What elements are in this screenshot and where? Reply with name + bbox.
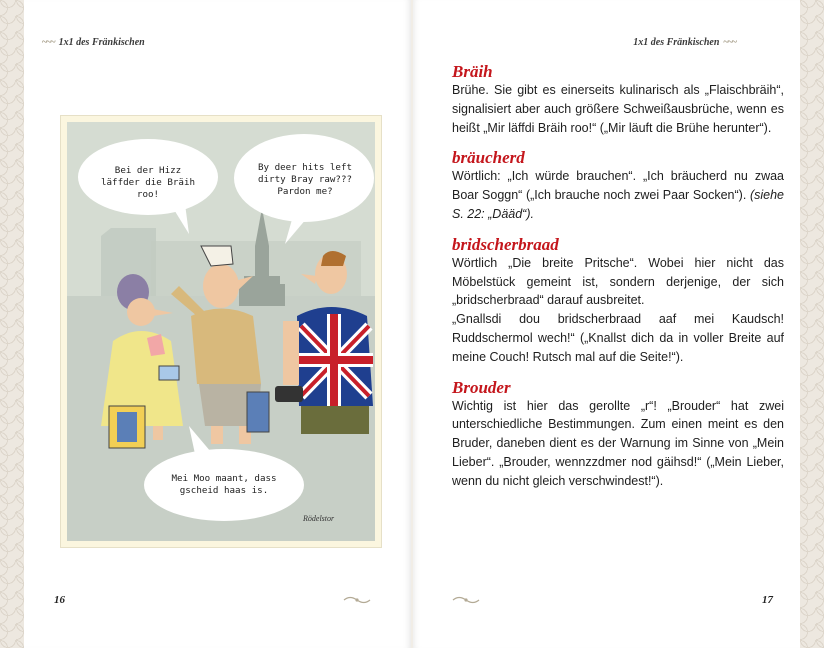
bubble-3-text: Mei Moo maant, dass gscheid haas is. [171, 473, 277, 496]
running-head-text: 1x1 des Fränkischen [633, 37, 720, 48]
page-number-left: 16 [54, 594, 65, 606]
footer-ornament-icon [342, 595, 372, 605]
headword: bridscherbraad [452, 234, 559, 254]
entry-bridscherbraad [452, 235, 784, 367]
definition-text: Wörtlich: „Ich würde brauchen“. „Ich bräucherd nu zwaa Boar Soggn“ („Ich brauche noch zwei Paar Socken“). [452, 169, 784, 203]
definition [452, 167, 784, 223]
left-edge-pattern [0, 0, 24, 648]
headword: Brouder [452, 377, 511, 397]
entry-braeih [452, 62, 784, 137]
definition: Brühe. Sie gibt es einerseits kulinarisch als „Flaischbräih“, signalisiert aber auch größere Schweißausbrüche, wenn es heißt „Mir läffdi Bräih roo!“ („Mir läuft die Brühe herunter“). [452, 83, 784, 135]
shopping-bag [109, 406, 145, 448]
ornament-icon: ~~~ [42, 37, 55, 48]
page-number-right: 17 [762, 594, 773, 606]
footer-ornament-icon [451, 595, 481, 605]
running-head-right [633, 37, 740, 48]
entry-braeucherd [452, 148, 784, 223]
entry-brouder [452, 378, 784, 491]
running-head-left [38, 37, 145, 48]
bubble-2-text: By deer hits left dirty Bray raw??? Pardon me? [257, 162, 353, 197]
running-head-text: 1x1 des Fränkischen [58, 37, 145, 48]
left-page [24, 0, 411, 648]
definition: Wichtig ist hier das gerollte „r“! „Brouder“ hat zwei unterschiedliche Bestimmungen. Zum einen meint es den Bruder, daneben dient es der Warnung im Sinne von „Mein Lieber“. „Brouder, wennzzdmer nod gäihsd!“ („Mein Lieber, wenn du nicht gleich verschwindest!“). [452, 398, 784, 488]
artist-signature: Rödelstor [303, 514, 335, 523]
glossary-entries [452, 62, 784, 502]
headword: bräucherd [452, 148, 525, 168]
headword: Bräih [452, 62, 493, 81]
definition: Wörtlich „Die breite Pritsche“. Wobei hier nicht das Möbelstück gemeint ist, sondern derjenige, der sich „bridscherbraad“ darauf ausbreitet. [452, 255, 784, 308]
right-edge-pattern [800, 0, 824, 648]
right-page [413, 0, 800, 648]
cross-reference: (siehe S. 22: „Dääd“). [452, 188, 784, 221]
ornament-icon: ~~~ [723, 37, 736, 48]
bubble-1-text: Bei der Hizz läffder die Bräih roo! [100, 165, 196, 200]
cartoon-illustration [60, 115, 382, 548]
example: „Gnallsdi dou bridscherbraad aaf mei Kaudsch! Ruddschermol wech!“ („Knallst dich da in voller Breite auf meine Couch! Rutsch mal auf die Seite!“). [452, 312, 784, 364]
